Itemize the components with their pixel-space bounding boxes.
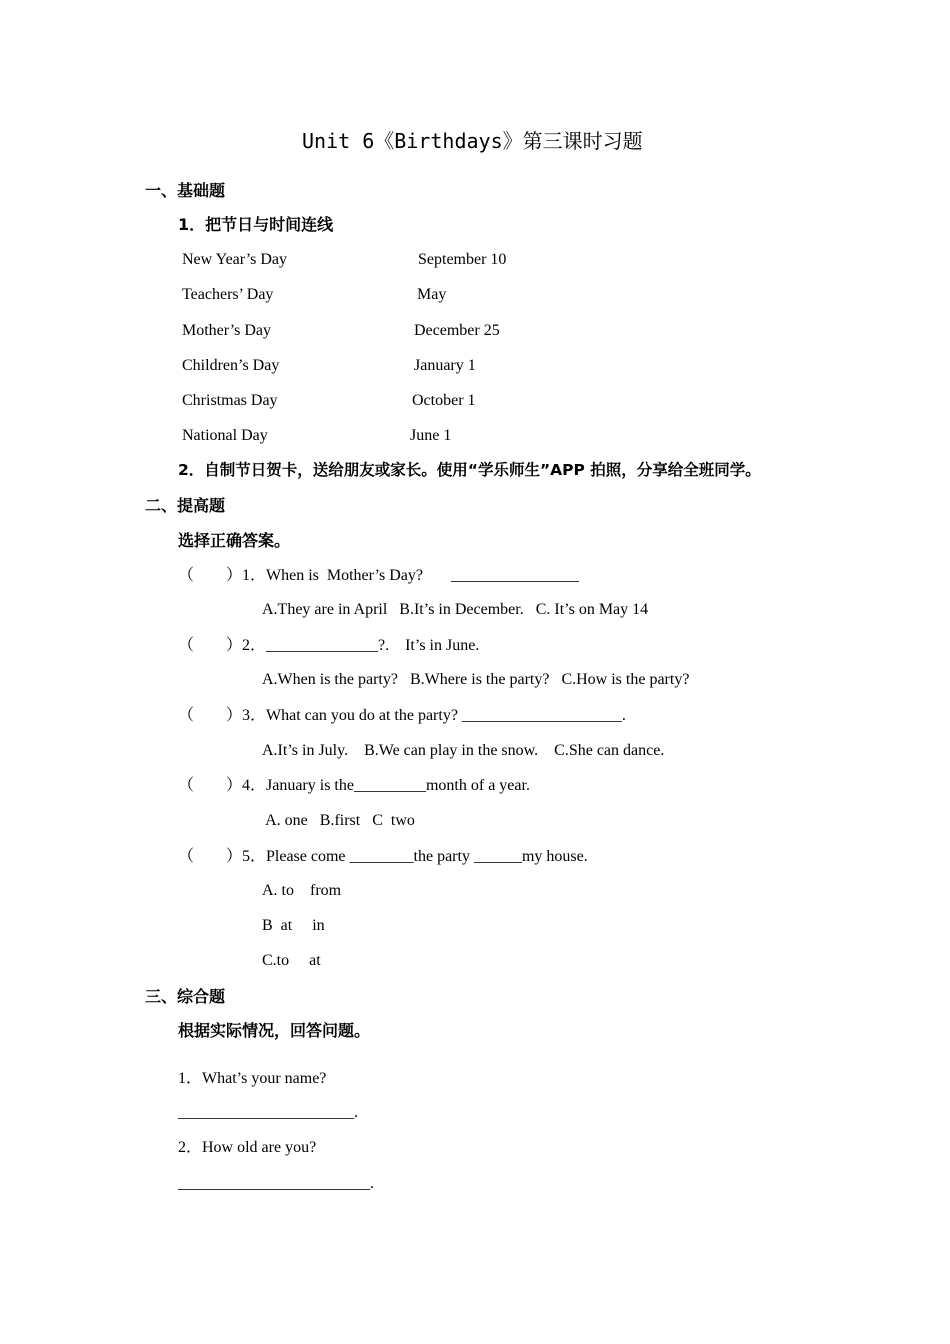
section-2-heading: 二、提高题 <box>145 496 226 515</box>
holiday-item: Children’s Day <box>182 357 280 374</box>
open-question: 1．What’s your name? <box>178 1070 327 1087</box>
mc-option-a: A. to from <box>262 882 342 899</box>
date-item: June 1 <box>410 427 452 444</box>
date-item: May <box>417 286 447 303</box>
mc-question-stem: （ ）2．______________?. It’s in June. <box>178 637 480 654</box>
q2-title: 2．自制节日贺卡，送给朋友或家长。使用“学乐师生”APP 拍照，分享给全班同学。 <box>178 461 761 479</box>
mc-options: A.It’s in July. B.We can play in the snow. C.She can dance. <box>262 742 665 759</box>
answer-line: ________________________. <box>178 1175 374 1192</box>
mc-question-stem: （ ）4．January is the_________month of a year. <box>178 777 530 794</box>
mc-options: A. one B.first C two <box>262 812 415 829</box>
holiday-item: New Year’s Day <box>182 251 288 268</box>
section-3-heading: 三、综合题 <box>145 987 226 1006</box>
answer-line: ______________________. <box>178 1104 358 1121</box>
section-3-instruction: 根据实际情况，回答问题。 <box>178 1021 371 1040</box>
date-item: October 1 <box>412 392 476 409</box>
section-2-instruction: 选择正确答案。 <box>178 531 291 550</box>
holiday-item: Mother’s Day <box>182 322 272 339</box>
mc-option-c: C.to at <box>262 952 321 969</box>
date-item: January 1 <box>414 357 476 374</box>
mc-question-stem: （ ）1．When is Mother’s Day? ________________ <box>178 567 580 584</box>
q1-title: 1．把节日与时间连线 <box>178 215 334 234</box>
mc-options: A.They are in April B.It’s in December. C. It’s on May 14 <box>262 601 649 618</box>
holiday-item: Christmas Day <box>182 392 278 409</box>
date-item: September 10 <box>418 251 507 268</box>
date-item: December 25 <box>414 322 500 339</box>
holiday-item: National Day <box>182 427 268 444</box>
mc-option-b: B at in <box>262 917 325 934</box>
section-1-heading: 一、基础题 <box>145 181 226 200</box>
mc-question-stem: （ ）5．Please come ________the party ______my house. <box>178 848 588 865</box>
open-question: 2．How old are you? <box>178 1139 317 1156</box>
mc-options: A.When is the party? B.Where is the party? C.How is the party? <box>262 671 690 688</box>
holiday-item: Teachers’ Day <box>182 286 274 303</box>
page-title: Unit 6《Birthdays》第三课时习题 <box>302 129 643 153</box>
mc-question-stem: （ ）3．What can you do at the party? ____________________. <box>178 707 626 724</box>
